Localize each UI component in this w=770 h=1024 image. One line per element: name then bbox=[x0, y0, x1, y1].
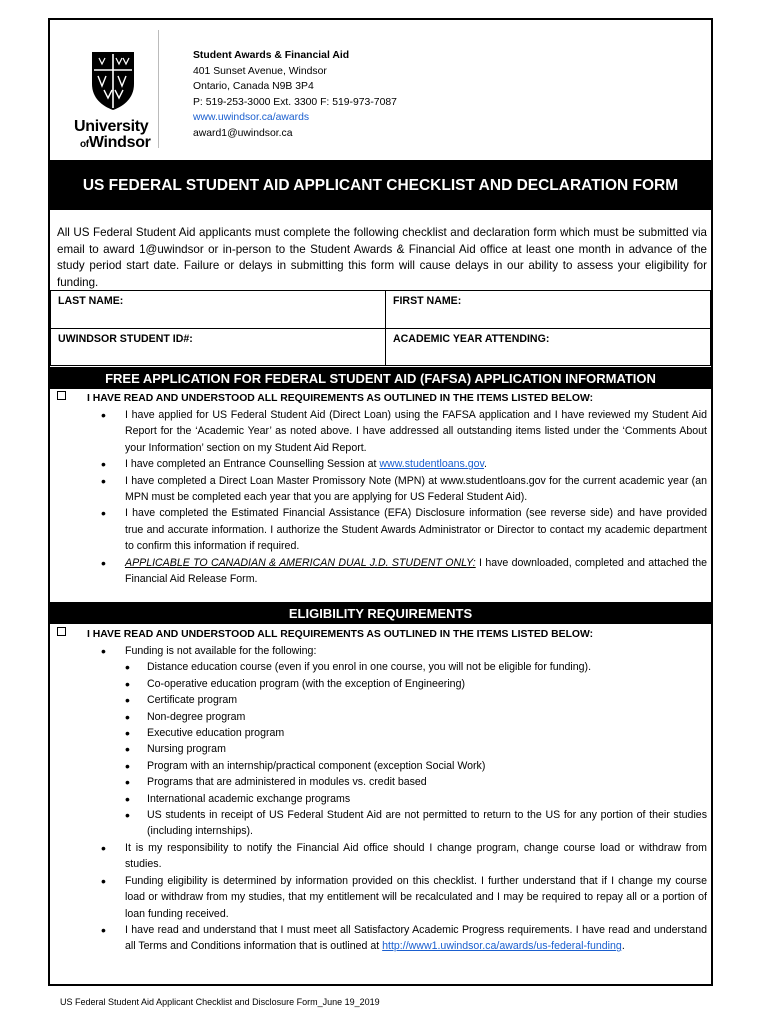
eligibility-list bbox=[101, 643, 707, 955]
studentloans-link[interactable]: www.studentloans.gov bbox=[379, 458, 485, 471]
page-title: US FEDERAL STUDENT AID APPLICANT CHECKLIST AND DECLARATION FORM bbox=[50, 160, 711, 210]
list-item: • Programs that are administered in modules vs. credit based bbox=[125, 774, 707, 790]
terms-link[interactable]: http://www1.uwindsor.ca/awards/us-federal-funding bbox=[382, 940, 622, 953]
list-item: • Distance education course (even if you enrol in one course, you will not be eligible for funding). bbox=[125, 659, 707, 675]
list-item: • I have completed an Entrance Counselling Session at www.studentloans.gov. bbox=[101, 456, 707, 472]
first-name-field[interactable]: FIRST NAME: bbox=[386, 291, 711, 329]
not-available-list bbox=[125, 659, 707, 839]
fafsa-ack: I HAVE READ AND UNDERSTOOD ALL REQUIREMENTS AS OUTLINED IN THE ITEMS LISTED BELOW: bbox=[57, 391, 593, 404]
student-id-field[interactable]: UWINDSOR STUDENT ID#: bbox=[51, 329, 386, 366]
list-item: • It is my responsibility to notify the Financial Aid office should I change program, change course load or withdraw from studies. bbox=[101, 840, 707, 873]
footer-text: US Federal Student Aid Applicant Checklist and Disclosure Form_June 19_2019 bbox=[60, 997, 380, 1007]
last-name-field[interactable]: LAST NAME: bbox=[51, 291, 386, 329]
eligibility-ack: I HAVE READ AND UNDERSTOOD ALL REQUIREMENTS AS OUTLINED IN THE ITEMS LISTED BELOW: bbox=[57, 627, 593, 640]
list-item: • Program with an internship/practical component (exception Social Work) bbox=[125, 758, 707, 774]
list-item: • APPLICABLE TO CANADIAN & AMERICAN DUAL J.D. STUDENT ONLY: I have downloaded, completed and attached the Financial Aid Release Form. bbox=[101, 555, 707, 588]
shield-icon bbox=[90, 50, 136, 112]
eligibility-heading: ELIGIBILITY REQUIREMENTS bbox=[50, 602, 711, 624]
header-divider bbox=[158, 30, 159, 148]
contact-block bbox=[193, 48, 397, 141]
address-line-1: 401 Sunset Avenue, Windsor bbox=[193, 65, 327, 77]
list-item: • Funding eligibility is determined by information provided on this checklist. I further understand that if I change my course load or withdraw from my studies, that my entitlement will be recalculated and I may be required to repay all or a portion of loan funding received. bbox=[101, 873, 707, 922]
academic-year-field[interactable]: ACADEMIC YEAR ATTENDING: bbox=[386, 329, 711, 366]
phone-fax: P: 519-253-3000 Ext. 3300 F: 519-973-7087 bbox=[193, 96, 397, 108]
website-link[interactable]: www.uwindsor.ca/awards bbox=[193, 112, 310, 123]
logo-university: University bbox=[74, 118, 149, 135]
list-item: • Nursing program bbox=[125, 741, 707, 757]
fafsa-list bbox=[101, 407, 707, 587]
list-item: • Co-operative education program (with the exception of Engineering) bbox=[125, 676, 707, 692]
eligibility-checkbox[interactable] bbox=[57, 627, 66, 636]
intro-paragraph: All US Federal Student Aid applicants must complete the following checklist and declaration form which must be submitted via email to award 1@uwindsor or in-person to the Student Awards & Financial Aid office at least one month in advance of the study period start date. Failure or delays in submitting this form will cause delays in our ability to assess your eligibility for funding. bbox=[57, 226, 707, 289]
list-item: • Non-degree program bbox=[125, 709, 707, 725]
list-item: • I have completed the Estimated Financial Assistance (EFA) Disclosure information (see reverse side) and have provided true and accurate information. I authorize the Student Awards Administrator or Director to contact my academic department to confirm this information if required. bbox=[101, 505, 707, 554]
fafsa-checkbox[interactable] bbox=[57, 391, 66, 400]
list-item: • Executive education program bbox=[125, 725, 707, 741]
list-item: • Funding is not available for the following: • Distance education course (even if you enrol in one course, you will not be eligible for funding). • Co-operative education program (with the exception of Engineering) • Certificate program • Non-degree program • Executive education program • Nursing program • Program with an internship/practical component (exception Social Work) • Programs that are administered in modules vs. credit based • International academic exchange programs • US students in receipt of US Federal Student Aid are not permitted to return to the US for any portion of their studies (including internships). bbox=[101, 643, 707, 840]
list-item: • Certificate program bbox=[125, 692, 707, 708]
office-name: Student Awards & Financial Aid bbox=[193, 50, 350, 61]
address-line-2: Ontario, Canada N9B 3P4 bbox=[193, 81, 314, 92]
list-item: • I have read and understand that I must meet all Satisfactory Academic Progress requirements. I have read and understand all Terms and Conditions information that is outlined at http://www1.uwindsor.ca/awards/us-federal-funding. bbox=[101, 922, 707, 955]
email-address: award1@uwindsor.ca bbox=[193, 127, 293, 139]
list-item: • International academic exchange programs bbox=[125, 791, 707, 807]
list-item: • I have completed a Direct Loan Master Promissory Note (MPN) at www.studentloans.gov for the current academic year (an MPN must be completed each year that you are applying for US Federal Student Aid). bbox=[101, 473, 707, 506]
fafsa-heading: FREE APPLICATION FOR FEDERAL STUDENT AID (FAFSA) APPLICATION INFORMATION bbox=[50, 367, 711, 389]
list-item: • I have applied for US Federal Student Aid (Direct Loan) using the FAFSA application and I have reviewed my Student Aid Report for the ‘Academic Year’ as noted above. I have addressed all outstanding items listed under the ‘Comments About your Information’ section on my Student Aid Report. bbox=[101, 407, 707, 456]
university-logo bbox=[70, 50, 156, 150]
logo-windsor: ofWindsor bbox=[80, 134, 151, 151]
list-item: • US students in receipt of US Federal Student Aid are not permitted to return to the US for any portion of their studies (including internships). bbox=[125, 807, 707, 840]
applicant-fields bbox=[50, 290, 711, 366]
